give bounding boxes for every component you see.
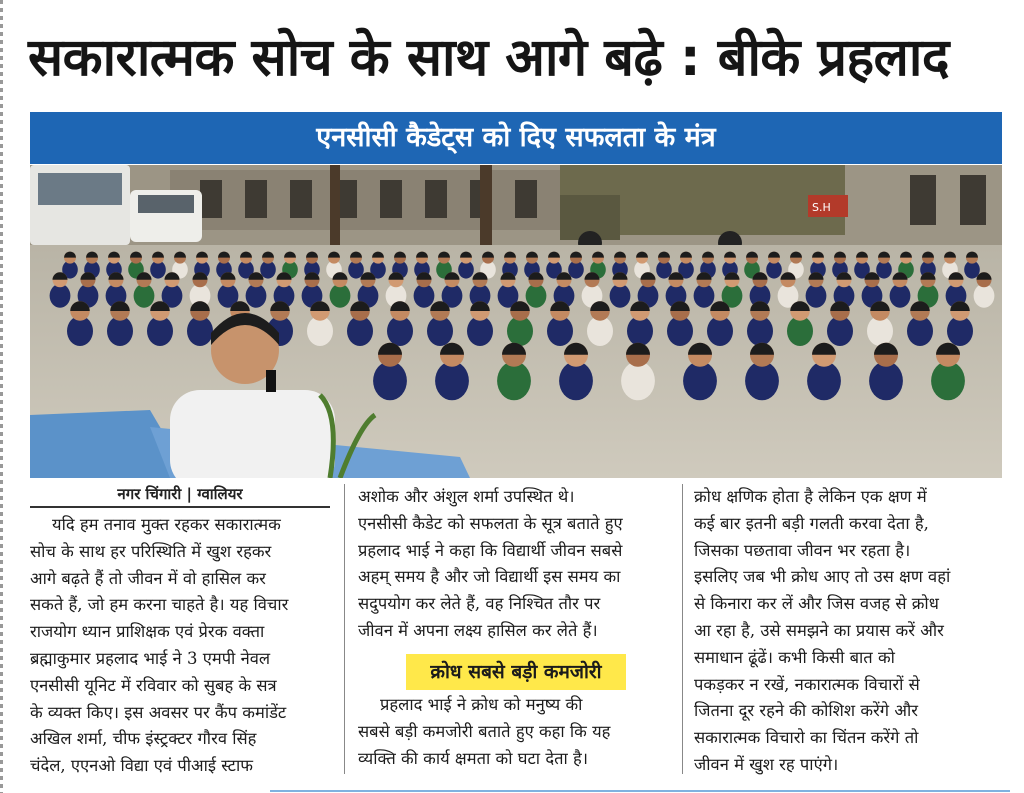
cadet-body <box>869 361 903 400</box>
text-line: अखिल शर्मा, चीफ इंस्ट्रक्टर गौरव सिंह <box>30 729 257 749</box>
text-line: अशोक और अंशुल शर्मा उपस्थित थे। <box>358 487 575 506</box>
text-line: के व्यक्त किए। इस अवसर पर कैंप कमांडेंट <box>30 702 287 722</box>
headline: सकारात्मक सोच के साथ आगे बढ़े : बीके प्रहलाद <box>28 28 950 88</box>
article-column-2 <box>358 484 670 645</box>
text-line: प्रहलाद भाई ने कहा कि विद्यार्थी जीवन सबसे <box>358 540 623 560</box>
cadet-body <box>373 361 407 400</box>
text-line: व्यक्ति की कार्य क्षमता को घटा देता है। <box>358 748 589 768</box>
text-line: सकते हैं, जो हम करना चाहते है। यह विचार <box>30 595 289 615</box>
text-line: जीवन में अपना लक्ष्य हासिल कर लेते हैं। <box>358 620 598 640</box>
subheadline-bar: एनसीसी कैडेट्स को दिए सफलता के मंत्र <box>30 112 1002 164</box>
article-column-1 <box>30 512 336 780</box>
cadet-body <box>974 284 995 308</box>
cadet-body <box>414 284 435 308</box>
cadet-body <box>435 361 469 400</box>
text-line: सोच के साथ हर परिस्थिति में खुश रहकर <box>30 541 272 561</box>
text-line: एनसीसी कैडेट को सफलता के सूत्र बताते हुए <box>358 513 623 533</box>
text-line: क्रोध क्षणिक होता है लेकिन एक क्षण में <box>694 487 927 506</box>
article-column-2-continued <box>358 692 670 772</box>
cadet-body <box>683 361 717 400</box>
page-edge-rule <box>0 0 3 793</box>
cadet-body <box>50 284 71 308</box>
text-line: जीवन में खुश रह पाएंगे। <box>694 754 839 774</box>
cadet-body <box>330 284 351 308</box>
cadet-body <box>526 284 547 308</box>
article-column-3 <box>694 484 1004 779</box>
text-line: जिसका पछतावा जीवन भर रहता है। <box>694 540 911 560</box>
text-line: समाधान ढूंढें। कभी किसी बात को <box>694 647 895 667</box>
text-line: सदुपयोग कर लेते हैं, वह निश्चित तौर पर <box>358 594 601 614</box>
text-line: प्रहलाद भाई ने क्रोध को मनुष्य की <box>380 695 583 714</box>
photo-illustration <box>30 165 1002 478</box>
cadet-body <box>890 284 911 308</box>
truck-plate: S.H <box>812 201 831 214</box>
column-divider <box>682 484 683 774</box>
text-line: से किनारा कर लें और जिस वजह से क्रोध <box>694 594 939 614</box>
text-line: पकड़कर न रखें, नकारात्मक विचारों से <box>694 674 920 694</box>
text-line: चंदेल, एएनओ विद्या एवं पीआई स्टाफ <box>30 756 253 776</box>
text-line: जितना दूर रहने की कोशिश करेंगे और <box>694 701 918 721</box>
bottom-rule <box>270 790 1010 792</box>
text-line: सबसे बड़ी कमजोरी बताते हुए कहा कि यह <box>358 721 611 741</box>
cadet-body <box>931 361 965 400</box>
text-line: आ रहा है, उसे समझने का प्रयास करें और <box>694 620 944 640</box>
text-line: ब्रह्माकुमार प्रहलाद भाई ने 3 एमपी नेवल <box>30 648 271 668</box>
cadet-body <box>806 284 827 308</box>
cadet-body <box>497 361 531 400</box>
text-line: राजयोग ध्यान प्राशिक्षक एवं प्रेरक वक्ता <box>30 622 265 642</box>
text-line: एनसीसी यूनिट में रविवार को सुबह के सत्र <box>30 675 277 695</box>
cadet-body <box>745 361 779 400</box>
microphone-icon <box>266 370 276 392</box>
news-photo <box>30 165 1002 478</box>
cadet-body <box>559 361 593 400</box>
cadet-body <box>621 361 655 400</box>
cadet-body <box>246 284 267 308</box>
text-line: यदि हम तनाव मुक्त रहकर सकारात्मक <box>52 515 281 534</box>
column-divider <box>344 484 345 774</box>
crosshead: क्रोध सबसे बड़ी कमजोरी <box>406 654 626 690</box>
text-line: आगे बढ़ते हैं तो जीवन में वो हासिल कर <box>30 568 266 588</box>
text-line: अहम् समय है और जो विद्यार्थी इस समय का <box>358 567 621 587</box>
cadet-body <box>694 284 715 308</box>
cadet-body <box>134 284 155 308</box>
text-line: सकारात्मक विचारो का चिंतन करेंगे तो <box>694 728 919 748</box>
dateline: नगर चिंगारी | ग्वालियर <box>30 482 330 508</box>
text-line: कई बार इतनी बड़ी गलती करवा देता है, <box>694 513 929 533</box>
cadet-body <box>610 284 631 308</box>
cadet-body <box>807 361 841 400</box>
text-line: इसलिए जब भी क्रोध आए तो उस क्षण वहां <box>694 567 951 587</box>
